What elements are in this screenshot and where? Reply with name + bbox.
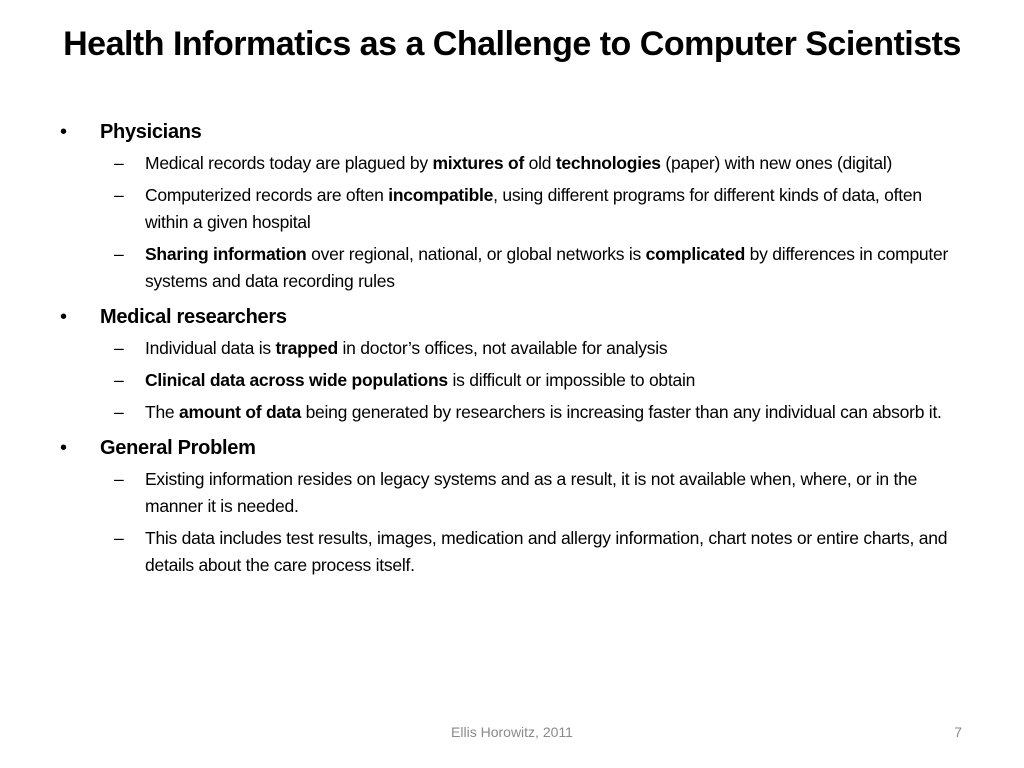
body-text: by differences in computer systems and data recording rules [145,244,949,291]
dash-icon: – [114,370,124,390]
emphasis-text: technologies [555,153,661,173]
body-text: being generated by researchers is increasing faster than any individual can absorb it. [300,402,942,422]
sub-bullet-item [100,525,958,579]
dash-icon: – [114,402,124,422]
bullet-heading: General Problem [100,437,256,459]
sub-bullet-item [100,241,958,295]
slide-title: Health Informatics as a Challenge to Computer Scientists [63,25,961,63]
bullet-heading: Medical researchers [100,306,287,328]
sub-bullet-item [100,466,958,520]
body-text: is difficult or impossible to obtain [447,370,696,390]
body-text: Individual data is [145,338,276,358]
sub-bullet-list [100,150,958,295]
sub-bullet-item [100,367,958,394]
bullet-item [58,118,958,295]
emphasis-text: Sharing information [145,244,307,264]
bullet-dot-icon: • [60,306,68,328]
sub-bullet-list [100,335,958,426]
body-text: old [524,153,556,173]
slide-content [58,118,958,587]
sub-bullet-item [100,182,958,236]
emphasis-text: amount of data [179,402,301,422]
bullet-dot-icon: • [60,121,68,143]
dash-icon: – [114,469,124,489]
sub-bullet-item [100,399,958,426]
emphasis-text: trapped [275,338,338,358]
body-text: This data includes test results, images, medication and allergy information, chart notes or entire charts, and details about the care process itself. [145,528,948,575]
body-text: Existing information resides on legacy systems and as a result, it is not available when, where, or in the manner it is needed. [145,469,918,516]
sub-bullet-item [100,150,958,177]
dash-icon: – [114,338,124,358]
sub-bullet-item [100,335,958,362]
emphasis-text: mixtures of [432,153,525,173]
dash-icon: – [114,528,124,548]
body-text: over regional, national, or global networks is [306,244,646,264]
page-number: 7 [954,724,962,740]
emphasis-text: incompatible [388,185,494,205]
emphasis-text: Clinical data across wide populations [145,370,448,390]
body-text: (paper) with new ones (digital) [660,153,893,173]
body-text: , using different programs for different kinds of data, often within a given hospital [145,185,922,232]
bullet-heading: Physicians [100,121,202,143]
body-text: in doctor’s offices, not available for analysis [337,338,668,358]
dash-icon: – [114,185,124,205]
body-text: The [145,402,180,422]
bullet-list [58,118,958,579]
bullet-item [58,434,958,579]
emphasis-text: complicated [645,244,746,264]
bullet-item [58,303,958,426]
body-text: Computerized records are often [145,185,389,205]
dash-icon: – [114,153,124,173]
bullet-dot-icon: • [60,437,68,459]
dash-icon: – [114,244,124,264]
body-text: Medical records today are plagued by [145,153,433,173]
footer-author: Ellis Horowitz, 2011 [451,724,573,740]
sub-bullet-list [100,466,958,579]
